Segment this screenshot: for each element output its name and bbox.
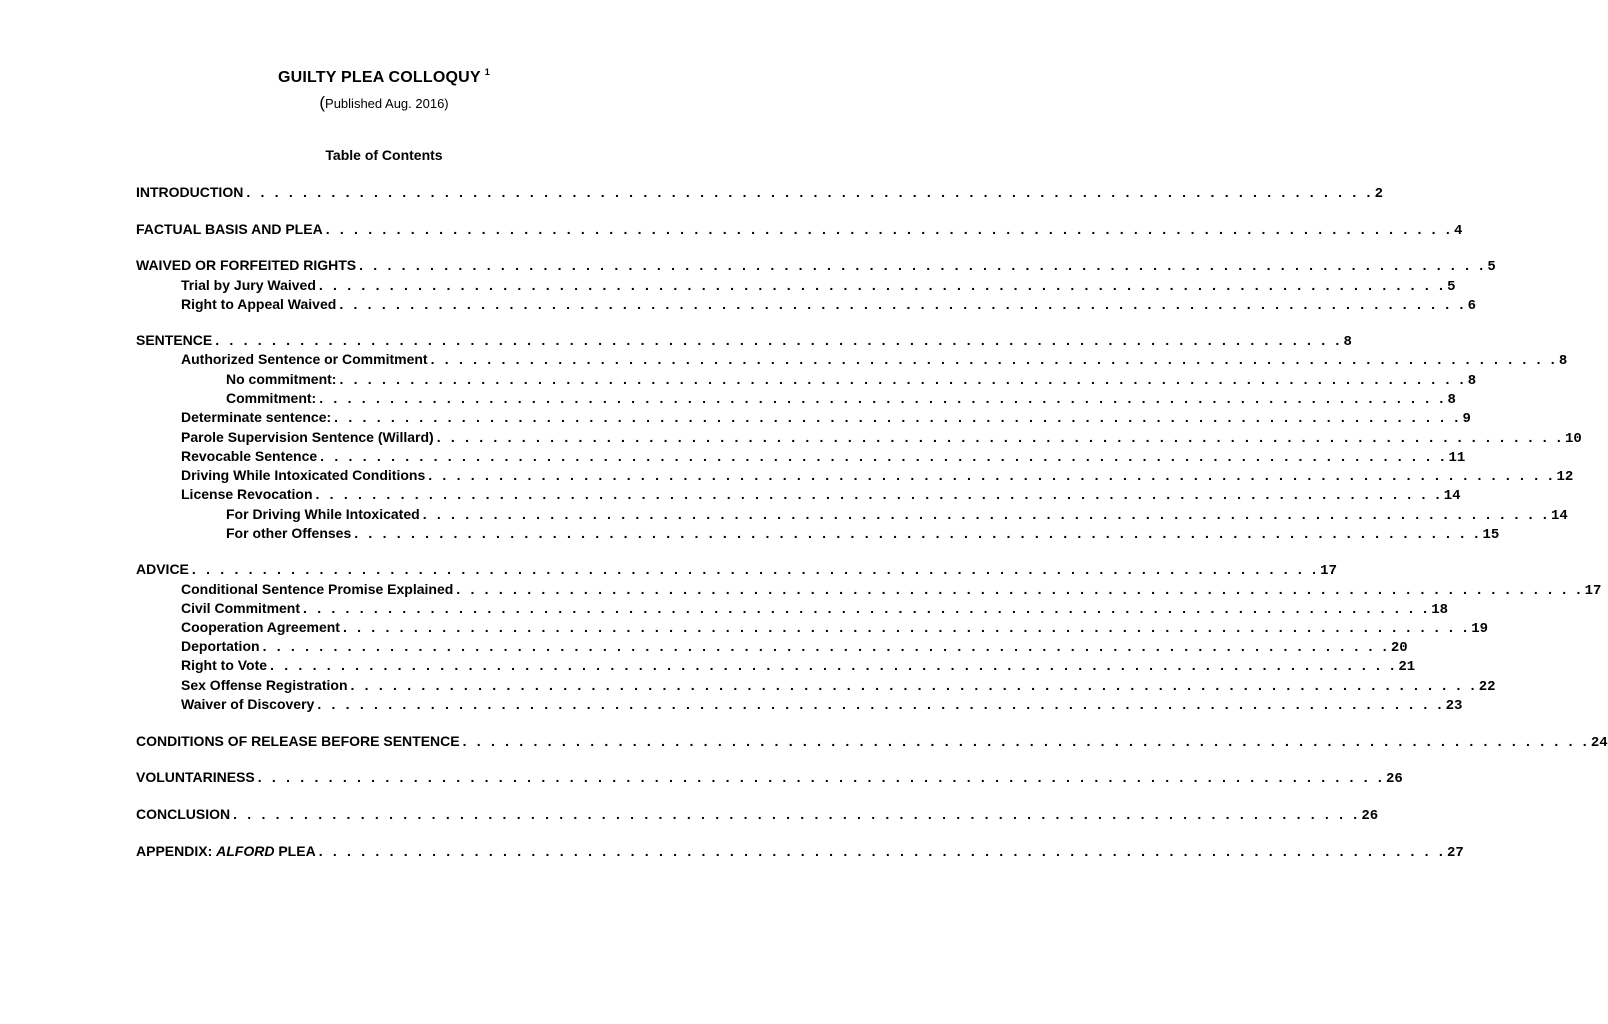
toc-entry: [181, 638, 1408, 657]
dot-leader: . . . . . . . . . . . . . . . . . . . . . . . . . . . . . . . . . . . . . . . . . . . . . . . . . . . . . . . . . . . . . . . . . . . . . . . . . . . . . . . .: [422, 506, 1550, 522]
toc-entry: [226, 390, 1456, 409]
dot-leader: . . . . . . . . . . . . . . . . . . . . . . . . . . . . . . . . . . . . . . . . . . . . . . . . . . . . . . . . . . . . . . . . . . . . . . . . . . . . . . . .: [262, 638, 1390, 654]
toc-entry: [136, 257, 1496, 276]
toc-heading: Table of Contents: [325, 147, 443, 163]
dot-leader: . . . . . . . . . . . . . . . . . . . . . . . . . . . . . . . . . . . . . . . . . . . . . . . . . . . . . . . . . . . . . . . . . . . . . . . . . . . . . . . .: [462, 733, 1590, 749]
toc-entry: [181, 677, 1496, 696]
toc-entry-label-text: VOLUNTARINESS: [136, 769, 255, 785]
toc-entry-label-text: Authorized Sentence or Commitment: [181, 351, 428, 367]
publication-note: [0, 93, 768, 113]
toc-entry-label-text: Driving While Intoxicated Conditions: [181, 467, 426, 483]
dot-leader: . . . . . . . . . . . . . . . . . . . . . . . . . . . . . . . . . . . . . . . . . . . . . . . . . . . . . . . . . . . . . . . . . . . . . . . . . . . . . . . .: [339, 371, 1467, 387]
toc-entry-label: [181, 296, 339, 312]
toc-entry: [181, 351, 1568, 370]
toc-entry-label-text: Parole Supervision Sentence (Willard): [181, 429, 434, 445]
toc-entry-label: [136, 733, 463, 749]
toc-entry: [136, 733, 1608, 752]
dot-leader: . . . . . . . . . . . . . . . . . . . . . . . . . . . . . . . . . . . . . . . . . . . . . . . . . . . . . . . . . . . . . . . . . . . . . . . . . . . . . . . .: [246, 184, 1374, 200]
toc-entry: [136, 843, 1464, 862]
toc-entry: [181, 600, 1449, 619]
dot-leader: . . . . . . . . . . . . . . . . . . . . . . . . . . . . . . . . . . . . . . . . . . . . . . . . . . . . . . . . . . . . . . . . . . . . . . . . . . . . . . . .: [339, 296, 1467, 312]
subtitle-text: Published Aug. 2016): [325, 96, 449, 111]
toc-entry-label-text: Civil Commitment: [181, 600, 301, 616]
toc-entry-label: [181, 467, 428, 483]
toc-entry: [226, 506, 1568, 525]
toc-entry: [181, 429, 1582, 448]
toc-entry-label-text: FACTUAL BASIS AND PLEA: [136, 221, 323, 237]
dot-leader: . . . . . . . . . . . . . . . . . . . . . . . . . . . . . . . . . . . . . . . . . . . . . . . . . . . . . . . . . . . . . . . . . . . . . . . . . . . . . . . .: [325, 221, 1453, 237]
toc-entry-label: [181, 657, 270, 673]
toc-entry-label: [136, 843, 319, 859]
toc-entry-page-number: 8: [1343, 334, 1352, 350]
toc-entry-label: [181, 600, 303, 616]
toc-entry-label: [136, 332, 215, 348]
toc-entry-label: [181, 429, 437, 445]
toc-entry-label: [181, 696, 317, 712]
toc-entry-page-number: 9: [1462, 411, 1471, 427]
dot-leader: . . . . . . . . . . . . . . . . . . . . . . . . . . . . . . . . . . . . . . . . . . . . . . . . . . . . . . . . . . . . . . . . . . . . . . . . . . . . . . . .: [191, 561, 1320, 577]
toc-entry-page-number: 6: [1467, 298, 1476, 314]
toc-entry-page-number: 19: [1471, 621, 1489, 637]
toc-entry: [136, 561, 1337, 580]
toc-entry: [181, 296, 1476, 315]
toc-entry-page-number: 18: [1431, 602, 1449, 618]
toc-entry: [181, 448, 1466, 467]
toc-entry: [226, 525, 1500, 544]
toc-entry-label: [226, 525, 354, 541]
dot-leader: . . . . . . . . . . . . . . . . . . . . . . . . . . . . . . . . . . . . . . . . . . . . . . . . . . . . . . . . . . . . . . . . . . . . . . . . . . . . . . . .: [303, 600, 1431, 616]
toc-entry-label-text: Trial by Jury Waived: [181, 277, 316, 293]
toc-entry-label-text: Right to Vote: [181, 657, 268, 673]
toc-entry-label-text: License Revocation: [181, 486, 313, 502]
toc-entry-label: [181, 486, 316, 502]
dot-leader: . . . . . . . . . . . . . . . . . . . . . . . . . . . . . . . . . . . . . . . . . . . . . . . . . . . . . . . . . . . . . . . . . . . . . . . . . . . . . . . .: [342, 619, 1471, 635]
dot-leader: . . . . . . . . . . . . . . . . . . . . . . . . . . . . . . . . . . . . . . . . . . . . . . . . . . . . . . . . . . . . . . . . . . . . . . . . . . . . . . . .: [430, 351, 1558, 367]
toc-entry-label-text: CONDITIONS OF RELEASE BEFORE SENTENCE: [136, 733, 460, 749]
toc-entry: [181, 581, 1602, 600]
toc-entry-label-text: SENTENCE: [136, 332, 213, 348]
toc-entry: [181, 486, 1461, 505]
toc-entry-page-number: 12: [1556, 469, 1574, 485]
dot-leader: . . . . . . . . . . . . . . . . . . . . . . . . . . . . . . . . . . . . . . . . . . . . . . . . . . . . . . . . . . . . . . . . . . . . . . . . . . . . . . . .: [317, 696, 1445, 712]
toc-entry-page-number: 10: [1564, 431, 1582, 447]
toc-entry-label: [181, 448, 320, 464]
toc-entry-page-number: 20: [1390, 640, 1408, 656]
dot-leader: . . . . . . . . . . . . . . . . . . . . . . . . . . . . . . . . . . . . . . . . . . . . . . . . . . . . . . . . . . . . . . . . . . . . . . . . . . . . . . . .: [319, 390, 1447, 406]
toc-entry-page-number: 14: [1550, 508, 1568, 524]
toc-entry-page-number: 11: [1448, 450, 1466, 466]
toc-entry-page-number: 8: [1467, 373, 1477, 389]
toc-entry-label: [136, 184, 246, 200]
toc-entry-page-number: 5: [1487, 259, 1496, 275]
dot-leader: . . . . . . . . . . . . . . . . . . . . . . . . . . . . . . . . . . . . . . . . . . . . . . . . . . . . . . . . . . . . . . . . . . . . . . . . . . . . . . . .: [354, 525, 1482, 541]
toc-entry-label-text: Deportation: [181, 638, 260, 654]
dot-leader: . . . . . . . . . . . . . . . . . . . . . . . . . . . . . . . . . . . . . . . . . . . . . . . . . . . . . . . . . . . . . . . . . . . . . . . . . . . . . . . .: [270, 657, 1398, 673]
toc-entry-page-number: 5: [1447, 279, 1456, 295]
toc-entry: [136, 184, 1383, 203]
toc-entry-label-text: ADVICE: [136, 561, 189, 577]
toc-entry-label: [181, 277, 319, 293]
toc-entry-label: [181, 581, 456, 597]
toc-entry-page-number: 2: [1374, 186, 1383, 202]
toc-entry-label: [226, 371, 339, 387]
toc-entry-label: [181, 638, 263, 654]
dot-leader: . . . . . . . . . . . . . . . . . . . . . . . . . . . . . . . . . . . . . . . . . . . . . . . . . . . . . . . . . . . . . . . . . . . . . . . . . . . . . . . .: [350, 677, 1478, 693]
dot-leader: . . . . . . . . . . . . . . . . . . . . . . . . . . . . . . . . . . . . . . . . . . . . . . . . . . . . . . . . . . . . . . . . . . . . . . . . . . . . . . . .: [428, 467, 1556, 483]
toc-entry-label-text: Conditional Sentence Promise Explained: [181, 581, 454, 597]
title-text: GUILTY PLEA COLLOQUY: [277, 69, 481, 86]
toc-entry: [181, 619, 1489, 638]
footnote-mark: 1: [484, 67, 491, 77]
toc-entry-label-text: Cooperation Agreement: [181, 619, 340, 635]
dot-leader: . . . . . . . . . . . . . . . . . . . . . . . . . . . . . . . . . . . . . . . . . . . . . . . . . . . . . . . . . . . . . . . . . . . . . . . . . . . . . . . .: [456, 581, 1584, 597]
toc-entry-label: [136, 221, 326, 237]
toc-entry-page-number: 15: [1482, 527, 1500, 543]
toc-entry: [136, 806, 1379, 825]
toc-entry-page-number: 17: [1584, 583, 1602, 599]
toc-entry-label-text: No commitment:: [226, 371, 337, 387]
dot-leader: . . . . . . . . . . . . . . . . . . . . . . . . . . . . . . . . . . . . . . . . . . . . . . . . . . . . . . . . . . . . . . . . . . . . . . . . . . . . . . . .: [315, 486, 1443, 502]
toc-entry-label-text: APPENDIX:: [136, 843, 217, 859]
toc-entry-page-number: 26: [1361, 808, 1379, 824]
toc-entry-label: [181, 677, 351, 693]
toc-entry-page-number: 23: [1445, 698, 1463, 714]
toc-entry-page-number: 4: [1453, 223, 1463, 239]
toc-entry-label: [181, 351, 431, 367]
toc-entry-page-number: 22: [1478, 679, 1496, 695]
dot-leader: . . . . . . . . . . . . . . . . . . . . . . . . . . . . . . . . . . . . . . . . . . . . . . . . . . . . . . . . . . . . . . . . . . . . . . . . . . . . . . . .: [318, 277, 1447, 293]
toc-entry-label-text: INTRODUCTION: [136, 184, 244, 200]
toc-entry-label-text: Determinate sentence:: [181, 409, 332, 425]
toc-entry-label-text: Waiver of Discovery: [181, 696, 315, 712]
toc-entry-label-text: Sex Offense Registration: [181, 677, 348, 693]
toc-entry-label: [226, 390, 319, 406]
toc-entry-page-number: 24: [1590, 735, 1608, 751]
toc-entry-label: [136, 561, 192, 577]
toc-entry-label: [136, 769, 258, 785]
toc-entry-page-number: 8: [1447, 392, 1456, 408]
toc-entry-label-text: For other Offenses: [226, 525, 352, 541]
toc-entry-label: [136, 257, 359, 273]
dot-leader: . . . . . . . . . . . . . . . . . . . . . . . . . . . . . . . . . . . . . . . . . . . . . . . . . . . . . . . . . . . . . . . . . . . . . . . . . . . . . . . .: [215, 332, 1343, 348]
toc-entry: [136, 221, 1463, 240]
toc-entry: [181, 657, 1416, 676]
subtitle-open-paren: (: [319, 93, 326, 112]
toc-entry: [136, 769, 1403, 788]
toc-entry-page-number: 26: [1386, 771, 1403, 787]
dot-leader: . . . . . . . . . . . . . . . . . . . . . . . . . . . . . . . . . . . . . . . . . . . . . . . . . . . . . . . . . . . . . . . . . . . . . . . . . . . . . . . .: [257, 769, 1386, 785]
toc-entry-label-suffix: PLEA: [274, 843, 316, 859]
dot-leader: . . . . . . . . . . . . . . . . . . . . . . . . . . . . . . . . . . . . . . . . . . . . . . . . . . . . . . . . . . . . . . . . . . . . . . . . . . . . . . . .: [436, 429, 1564, 445]
toc-entry: [181, 277, 1456, 296]
toc-entry: [226, 371, 1477, 390]
document-title: [0, 69, 768, 87]
toc-entry-label-italic: ALFORD: [216, 843, 275, 859]
toc-entry-page-number: 8: [1558, 353, 1568, 369]
toc-entry: [181, 409, 1471, 428]
toc-entry-page-number: 27: [1446, 845, 1464, 861]
toc-entry: [181, 467, 1574, 486]
toc-entry-label: [136, 806, 233, 822]
dot-leader: . . . . . . . . . . . . . . . . . . . . . . . . . . . . . . . . . . . . . . . . . . . . . . . . . . . . . . . . . . . . . . . . . . . . . . . . . . . . . . . .: [320, 448, 1448, 464]
toc-entry-label-text: WAIVED OR FORFEITED RIGHTS: [136, 257, 357, 273]
toc-entry-label: [181, 409, 334, 425]
toc-entry-page-number: 21: [1398, 659, 1416, 675]
dot-leader: . . . . . . . . . . . . . . . . . . . . . . . . . . . . . . . . . . . . . . . . . . . . . . . . . . . . . . . . . . . . . . . . . . . . . . . . . . . . . . . .: [359, 257, 1487, 273]
dot-leader: . . . . . . . . . . . . . . . . . . . . . . . . . . . . . . . . . . . . . . . . . . . . . . . . . . . . . . . . . . . . . . . . . . . . . . . . . . . . . . . .: [233, 806, 1361, 822]
toc-entry-label-text: Commitment:: [226, 390, 317, 406]
toc-entry-label: [226, 506, 423, 522]
toc-entry-label-text: Right to Appeal Waived: [181, 296, 337, 312]
toc-entry: [181, 696, 1463, 715]
dot-leader: . . . . . . . . . . . . . . . . . . . . . . . . . . . . . . . . . . . . . . . . . . . . . . . . . . . . . . . . . . . . . . . . . . . . . . . . . . . . . . . .: [334, 409, 1462, 425]
dot-leader: . . . . . . . . . . . . . . . . . . . . . . . . . . . . . . . . . . . . . . . . . . . . . . . . . . . . . . . . . . . . . . . . . . . . . . . . . . . . . . . .: [318, 843, 1446, 859]
toc-entry-label-text: Revocable Sentence: [181, 448, 318, 464]
toc-entry-label-text: For Driving While Intoxicated: [226, 506, 420, 522]
toc-entry: [136, 332, 1352, 351]
toc-entry-page-number: 17: [1320, 563, 1337, 579]
toc-entry-label-text: CONCLUSION: [136, 806, 231, 822]
toc-entry-label: [181, 619, 343, 635]
toc-entry-page-number: 14: [1443, 488, 1461, 504]
